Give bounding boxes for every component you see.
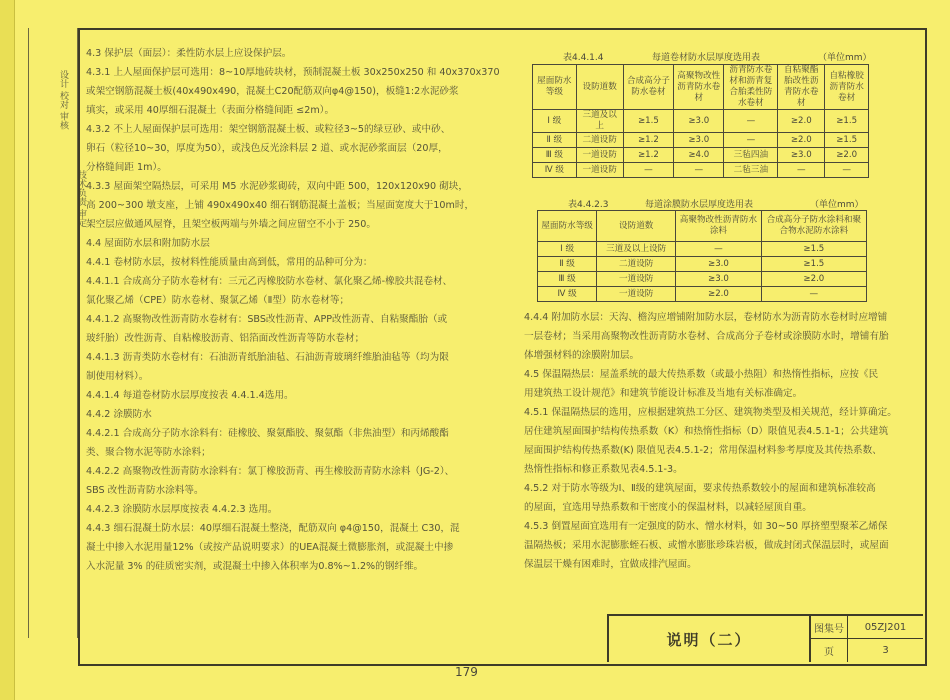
table-cell: Ⅳ 级 xyxy=(533,163,577,178)
text-line: 4.4.2 涂膜防水 xyxy=(86,409,152,420)
table-row xyxy=(533,148,869,163)
text-line: 4.3.1 上人屋面保护层可选用：8~10厚地砖块材，预制混凝土板 30x250x250 和 40x370x370 xyxy=(86,67,500,78)
text-line: 居住建筑屋面围护结构传热系数（K）和热惰性指标（D）限值见表4.5.1-1；公共建筑 xyxy=(524,426,889,437)
table-row xyxy=(538,257,867,272)
text-line: 高 200~300 墩支座，上铺 490x490x40 细石钢筋混凝土盖板；当屋面宽度大于10m时， xyxy=(86,200,475,211)
table-coating-thickness xyxy=(537,210,867,302)
table-row xyxy=(533,163,869,178)
left-text-column xyxy=(86,44,511,576)
table-cell: ≥1.5 xyxy=(761,242,866,257)
table-cell: ≥1.5 xyxy=(825,110,869,133)
table-header-row xyxy=(538,211,867,242)
text-line: 4.3.3 屋面架空隔热层，可采用 M5 水泥砂浆砌砖，双向中距 500，120x120x90 砌块， xyxy=(86,181,468,192)
text-line: 用建筑热工设计规范》和建筑节能设计标准及当地有关标准确定。 xyxy=(524,388,803,399)
text-line: 架空层应做通风屋脊，且架空板两端与外墙之间应留空不小于 250。 xyxy=(86,219,376,230)
table-cell: ≥2.0 xyxy=(761,272,866,287)
text-line: 类、聚合物水泥等防水涂料； xyxy=(86,447,211,458)
text-line: 4.4.1.4 每道卷材防水层厚度按表 4.4.1.4选用。 xyxy=(86,390,294,401)
table-cell: ≥3.0 xyxy=(676,257,762,272)
text-line: 4.4.3 细石混凝土防水层：40厚细石混凝土整浇，配筋双向 φ4@150，混凝土 C30，混 xyxy=(86,523,460,534)
table-header-cell: 高聚物改性沥青防水卷材 xyxy=(674,65,724,110)
right-text-column xyxy=(524,308,914,574)
table-cell: Ⅰ 级 xyxy=(538,242,597,257)
text-line: 4.3 保护层（面层）：柔性防水层上应设保护层。 xyxy=(86,48,292,59)
atlas-label: 图集号 xyxy=(814,623,844,635)
text-line: 入水泥量 3% 的硅质密实剂，或混凝土中掺入体积率为0.8%~1.2%的钢纤维。 xyxy=(86,561,424,572)
table-cell: ≥2.0 xyxy=(778,133,825,148)
table-cell: ≥2.0 xyxy=(676,287,762,302)
table-cell: ≥4.0 xyxy=(674,148,724,163)
table1-unit: （单位mm） xyxy=(818,53,872,63)
text-line: 4.4.4 附加防水层：天沟、檐沟应增铺附加防水层，卷材防水为沥青防水卷材时应增铺 xyxy=(524,312,888,323)
table-cell: Ⅳ 级 xyxy=(538,287,597,302)
table-cell: ≥3.0 xyxy=(674,110,724,133)
text-line: 热惰性指标和修正系数见表4.5.1-3。 xyxy=(524,464,683,475)
title-block xyxy=(607,614,923,662)
table-cell: Ⅱ 级 xyxy=(538,257,597,272)
table-row xyxy=(533,133,869,148)
text-line: 4.4.1.1 合成高分子防水卷材有：三元乙丙橡胶防水卷材、氯化聚乙烯-橡胶共混卷材、 xyxy=(86,276,453,287)
text-line: 4.4.1 卷材防水层，按材料性能质量由高到低，常用的品种可分为： xyxy=(86,257,373,268)
table-cell: Ⅲ 级 xyxy=(538,272,597,287)
signature-labels-1: 设计 校对 审核 xyxy=(58,70,68,130)
text-line: 凝土中掺入水泥用量12%（或按产品说明要求）的UEA混凝土微膨胀剂，或混凝土中掺 xyxy=(86,542,454,553)
text-line: 保温层干燥有困难时，宜做成排汽屋面。 xyxy=(524,559,697,570)
text-line: 屋面围护结构传热系数(K) 限值见表4.5.1-2；常用保温材料参考厚度及其传热系数、 xyxy=(524,445,882,456)
table-cell: Ⅱ 级 xyxy=(533,133,577,148)
table-cell: — xyxy=(778,163,825,178)
text-line: 一层卷材；当采用高聚物改性沥青防水卷材、合成高分子卷材或涂膜防水时，增铺有胎 xyxy=(524,331,889,342)
text-line: 4.5.2 对于防水等级为Ⅰ、Ⅱ级的建筑屋面，要求传热系数较小的屋面和建筑标准较高 xyxy=(524,483,876,494)
table-cell: — xyxy=(676,242,762,257)
text-line: 4.5.3 倒置屋面宜选用有一定强度的防水、憎水材料，如 30~50 厚挤塑型聚苯乙烯保 xyxy=(524,521,888,532)
page-number: 179 xyxy=(455,665,478,679)
table-cell: 二毡三油 xyxy=(724,163,778,178)
table1-title: 每道卷材防水层厚度选用表 xyxy=(652,53,761,63)
table-cell: — xyxy=(724,133,778,148)
text-line: 4.4.2.3 涂膜防水层厚度按表 4.4.2.3 选用。 xyxy=(86,504,278,515)
table2-unit: （单位mm） xyxy=(810,200,864,210)
table-cell: ≥2.0 xyxy=(778,110,825,133)
table-header-cell: 沥青防水卷材和沥青复合胎柔性防水卷材 xyxy=(724,65,778,110)
table-cell: Ⅲ 级 xyxy=(533,148,577,163)
table-cell: 一道设防 xyxy=(597,272,676,287)
table-cell: ≥1.2 xyxy=(623,133,673,148)
text-line: 的屋面，宜选用导热系数和干密度小的保温材料，以减轻屋顶自重。 xyxy=(524,502,812,513)
text-line: 4.5.1 保温隔热层的选用，应根据建筑热工分区、建筑物类型及相关规范，经计算确定。 xyxy=(524,407,897,418)
table-cell: Ⅰ 级 xyxy=(533,110,577,133)
page-label: 页 xyxy=(824,647,834,658)
table-header-cell: 屋面防水等级 xyxy=(538,211,597,242)
table-cell: 一道设防 xyxy=(597,287,676,302)
table2-title: 每道涂膜防水层厚度选用表 xyxy=(645,200,754,210)
table-cell: ≥1.5 xyxy=(825,133,869,148)
table-cell: 三毡四油 xyxy=(724,148,778,163)
table-cell: ≥1.5 xyxy=(623,110,673,133)
table-row xyxy=(538,287,867,302)
table-cell: 二道设防 xyxy=(576,133,623,148)
table-cell: — xyxy=(825,163,869,178)
text-line: 4.3.2 不上人屋面保护层可选用：架空钢筋混凝土板、或粒径3~5的绿豆砂、或中砂、 xyxy=(86,124,451,135)
text-line: 卵石（粒径10~30，厚度为50），或浅色反光涂料层 2 道、或水泥砂浆面层（20厚， xyxy=(86,143,448,154)
text-line: 填实，或采用 40厚细石混凝土（表面分格缝间距 ≤2m）。 xyxy=(86,105,335,116)
table-cell: 一道设防 xyxy=(576,148,623,163)
table-cell: 三道及以上 xyxy=(576,110,623,133)
table-cell: 二道设防 xyxy=(597,257,676,272)
text-line: 4.4 屋面防水层和附加防水层 xyxy=(86,238,210,249)
table-cell: — xyxy=(674,163,724,178)
table-row xyxy=(533,110,869,133)
table-header-cell: 自粘聚酯胎改性沥青防水卷材 xyxy=(778,65,825,110)
text-line: 体增强材料的涂膜附加层。 xyxy=(524,350,640,361)
table-header-cell: 自粘橡胶沥青防水卷材 xyxy=(825,65,869,110)
table-cell: ≥3.0 xyxy=(676,272,762,287)
text-line: 分格缝间距 1m）。 xyxy=(86,162,167,173)
text-line: 4.4.2.2 高聚物改性沥青防水涂料有：氯丁橡胶沥青、再生橡胶沥青防水涂料（JG-2）、 xyxy=(86,466,455,477)
text-line: SBS 改性沥青防水涂料等。 xyxy=(86,485,204,496)
text-line: 玻纤胎）改性沥青、自粘橡胶沥青、铝箔面改性沥青等防水卷材； xyxy=(86,333,365,344)
table2-caption: 表4.4.2.3 xyxy=(568,200,609,210)
table-row xyxy=(538,272,867,287)
sheet-page-number: 3 xyxy=(882,645,889,656)
text-line: 4.5 保温隔热层：屋盖系统的最大传热系数（或最小热阻）和热惰性指标，应按《民 xyxy=(524,369,879,380)
table-header-cell: 合成高分子防水卷材 xyxy=(623,65,673,110)
table-cell: ≥3.0 xyxy=(674,133,724,148)
table-cell: — xyxy=(623,163,673,178)
table-header-row xyxy=(533,65,869,110)
text-line: 氯化聚乙烯（CPE）防水卷材、聚氯乙烯（Ⅱ型）防水卷材等； xyxy=(86,295,350,306)
table-cell: ≥1.5 xyxy=(761,257,866,272)
table-header-cell: 设防道数 xyxy=(576,65,623,110)
text-line: 或架空钢筋混凝土板(40x490x490，混凝土C20配筋双向φ4@150)，板缝1:2水泥砂浆 xyxy=(86,86,459,97)
sheet-title: 说明（二） xyxy=(666,630,752,649)
text-line: 4.4.1.3 沥青类防水卷材有：石油沥青纸胎油毡、石油沥青玻璃纤维胎油毡等（均为限 xyxy=(86,352,449,363)
text-line: 温隔热板；采用水泥膨胀蛭石板、或憎水膨胀珍珠岩板，做成封闭式保温层时，或屋面 xyxy=(524,540,889,551)
table-cell: — xyxy=(761,287,866,302)
signature-labels-2: 技术负责 审定 xyxy=(76,170,86,227)
table-cell: ≥3.0 xyxy=(778,148,825,163)
table-header-cell: 屋面防水等级 xyxy=(533,65,577,110)
text-line: 4.4.1.2 高聚物改性沥青防水卷材有：SBS改性沥青、APP改性沥青、自粘聚酯胎（或 xyxy=(86,314,448,325)
table-cell: 一道设防 xyxy=(576,163,623,178)
text-line: 4.4.2.1 合成高分子防水涂料有：硅橡胶、聚氨酯胶、聚氨酯（非焦油型）和丙烯酸酯 xyxy=(86,428,449,439)
atlas-number: 05ZJ201 xyxy=(864,621,907,633)
table-header-cell: 设防道数 xyxy=(597,211,676,242)
table-row xyxy=(538,242,867,257)
text-line: 制使用材料）。 xyxy=(86,371,149,382)
table-cell: — xyxy=(724,110,778,133)
table-header-cell: 高聚物改性沥青防水涂料 xyxy=(676,211,762,242)
table1-caption: 表4.4.1.4 xyxy=(563,53,604,63)
table-cell: ≥2.0 xyxy=(825,148,869,163)
binding-spine xyxy=(0,0,15,700)
table-header-cell: 合成高分子防水涂料和聚合物水泥防水涂料 xyxy=(761,211,866,242)
table-cell: ≥1.2 xyxy=(623,148,673,163)
table-membrane-thickness xyxy=(532,64,869,178)
table-cell: 三道及以上设防 xyxy=(597,242,676,257)
